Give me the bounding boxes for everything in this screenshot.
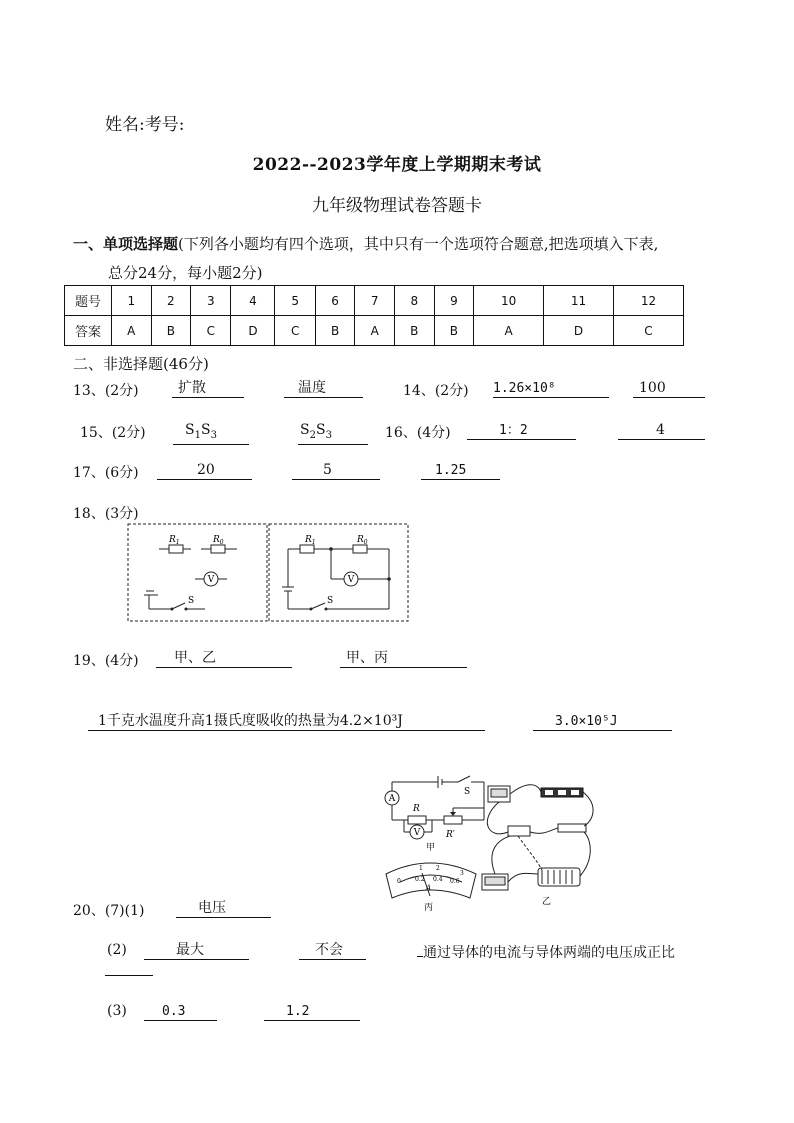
section1-instruction [73,233,658,254]
q15-answer2: $S_2S_3$ [298,422,368,445]
q13-answer2: 温度 [284,380,363,398]
rheostat-icon [444,816,462,824]
q20-answer4: 通过导体的电流与导体两端的电压成正比 [417,942,675,962]
q-number: 2 [151,286,191,316]
switch-label: S [188,596,195,606]
q14-label: 14、(2分) [403,383,469,399]
apparatus-yi [482,785,593,907]
q-number: 3 [191,286,231,316]
q19-answer4: 3.0×10⁵J [533,713,672,731]
meter-bing [386,863,476,913]
resistor-r [408,816,426,824]
q19-answer2: 甲、丙 [340,650,467,668]
name-id-line: 姓名:考号: [105,115,185,135]
q19-label: 19、(4分) [73,653,139,669]
q19-answer3: 1千克水温度升高1摄氏度吸收的热量为4.2×10³J [88,713,485,731]
row-label-number: 题号 [65,286,112,316]
q20-answer6: 1.2 [264,1003,360,1021]
answer-cell: A [355,316,395,346]
rheostat-device [538,868,580,886]
switch-icon [458,776,470,782]
q-number: 11 [544,286,614,316]
voltmeter-label: V [413,828,421,838]
circuit-jia [385,776,484,853]
row-label-answer: 答案 [65,316,112,346]
label-r1: $R_1$ [305,535,316,546]
q-number: 10 [474,286,544,316]
resistor-r0 [353,545,367,553]
q20-label: 20、(7)(1) [73,903,145,919]
q20-answer3: 不会 [299,942,366,960]
switch-device [558,824,586,832]
answer-cell: C [191,316,231,346]
q16-label: 16、(4分) [385,425,451,441]
answer-cell: C [275,316,315,346]
q20-answer2: 最大 [144,942,249,960]
label-r1: $R_1$ [169,535,180,546]
switch-icon [172,603,185,609]
q-number: 9 [434,286,474,316]
section1-instruction-line1: (下列各小题均有四个选项，其中只有一个选项符合题意,把选项填入下表, [178,235,659,253]
q20-part3-label: (3) [107,1003,127,1019]
q-number: 6 [315,286,355,316]
q17-label: 17、(6分) [73,465,139,481]
q17-answer1: 20 [157,462,252,480]
switch-icon [311,603,325,609]
answer-cell: D [231,316,275,346]
answer-cell: A [474,316,544,346]
table-row-numbers [65,286,684,316]
q-number: 4 [231,286,275,316]
section1-heading: 一、单项选择题 [73,235,179,253]
meter-tick: 0.4 [433,876,443,883]
voltmeter-label: V [347,575,355,585]
meter-tick: 0 [397,878,401,885]
section2-heading: 二、非选择题(46分) [73,355,209,373]
q20-part2-label: (2) [107,942,127,958]
q13-answer1: 扩散 [172,380,244,398]
q17-answer2: 5 [292,462,380,480]
answer-cell: B [315,316,355,346]
answer-cell: C [613,316,683,346]
resistor-r0 [211,545,225,553]
q20-experiment-figure [378,770,600,916]
q18-label: 18、(3分) [73,506,139,522]
label-rp: R′ [446,830,455,840]
ammeter-label: A [388,794,396,804]
q14-answer2: 100 [633,380,705,398]
meter-tick: 0.2 [415,876,425,883]
answer-cell: B [434,316,474,346]
resistor-device [508,826,530,836]
q17-answer3: 1.25 [421,462,500,480]
q20-answer5: 0.3 [144,1003,217,1021]
q16-answer1: 1：2 [467,422,576,440]
q18-box-left [128,524,267,621]
q20-answer1: 电压 [176,900,271,918]
q-number: 1 [112,286,152,316]
resistor-r1 [169,545,183,553]
resistor-r1 [300,545,314,553]
q-number: 5 [275,286,315,316]
label-r0: $R_0$ [213,535,224,546]
answer-cell: B [151,316,191,346]
switch-label: S [327,596,334,606]
exam-title: 2022--2023学年度上学期期末考试 [252,155,542,175]
q18-box-right [269,524,408,621]
q13-label: 13、(2分) [73,383,139,399]
meter-tick: 1 [419,865,423,872]
answer-cell: B [394,316,434,346]
voltmeter-label: V [207,575,215,585]
q16-answer2: 4 [618,422,705,440]
q19-answer1: 甲、乙 [156,650,292,668]
q14-answer1: 1.26×10⁸ [493,380,609,398]
q-number: 8 [394,286,434,316]
answer-sheet-title: 九年级物理试卷答题卡 [312,196,482,216]
section1-instruction-line2: 总分24分，每小题2分) [108,264,263,282]
q-number: 12 [613,286,683,316]
meter-tick: 2 [436,865,440,872]
caption-yi: 乙 [542,897,552,907]
label-r0: $R_0$ [357,535,368,546]
q15-label: 15、(2分) [80,425,146,441]
meter-tick: 3 [460,870,464,877]
q20-answer4-continuation [105,975,153,976]
meter-tick: 0.6 [450,878,460,885]
label-r: R [413,804,420,814]
switch-label: S [464,787,471,797]
answer-table [64,285,684,346]
table-row-answers [65,316,684,346]
caption-jia: 甲 [426,843,436,853]
q18-circuit-figure [127,523,409,623]
answer-cell: D [544,316,614,346]
q-number: 7 [355,286,395,316]
answer-cell: A [112,316,152,346]
q15-answer1: $S_1S_3$ [173,422,249,445]
meter-unit: A [426,884,432,892]
caption-bing: 丙 [424,903,434,913]
